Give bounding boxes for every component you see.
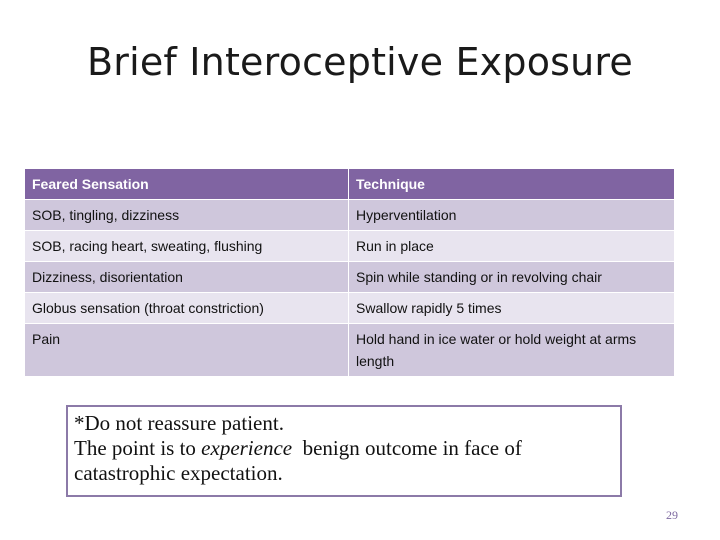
- header-feared-sensation: Feared Sensation: [25, 169, 349, 200]
- table-row: [25, 231, 675, 262]
- note-line-2: [74, 436, 614, 486]
- note-text-after: benign outcome in face of catastrophic expectation.: [74, 436, 528, 485]
- table-row: [25, 262, 675, 293]
- table-row: [25, 324, 675, 377]
- table-header-row: [25, 169, 675, 200]
- sensation-cell: Dizziness, disorientation: [25, 262, 349, 293]
- page-number: 29: [666, 508, 678, 522]
- note-line-1: *Do not reassure patient.: [74, 411, 284, 435]
- technique-cell: Hold hand in ice water or hold weight at arms length: [349, 324, 675, 377]
- table-row: [25, 200, 675, 231]
- technique-cell: Run in place: [349, 231, 675, 262]
- technique-cell: Swallow rapidly 5 times: [349, 293, 675, 324]
- note-box: [66, 405, 622, 497]
- sensation-cell: Pain: [25, 324, 349, 377]
- note-text-before: The point is to: [74, 436, 202, 460]
- slide-title: Brief Interoceptive Exposure: [86, 40, 633, 84]
- header-technique: Technique: [349, 169, 675, 200]
- sensation-technique-table: [24, 168, 675, 377]
- table-row: [25, 293, 675, 324]
- sensation-cell: SOB, tingling, dizziness: [25, 200, 349, 231]
- sensation-cell: Globus sensation (throat constriction): [25, 293, 349, 324]
- note-emphasis: experience: [201, 436, 293, 460]
- technique-cell: Spin while standing or in revolving chair: [349, 262, 675, 293]
- technique-cell: Hyperventilation: [349, 200, 675, 231]
- sensation-cell: SOB, racing heart, sweating, flushing: [25, 231, 349, 262]
